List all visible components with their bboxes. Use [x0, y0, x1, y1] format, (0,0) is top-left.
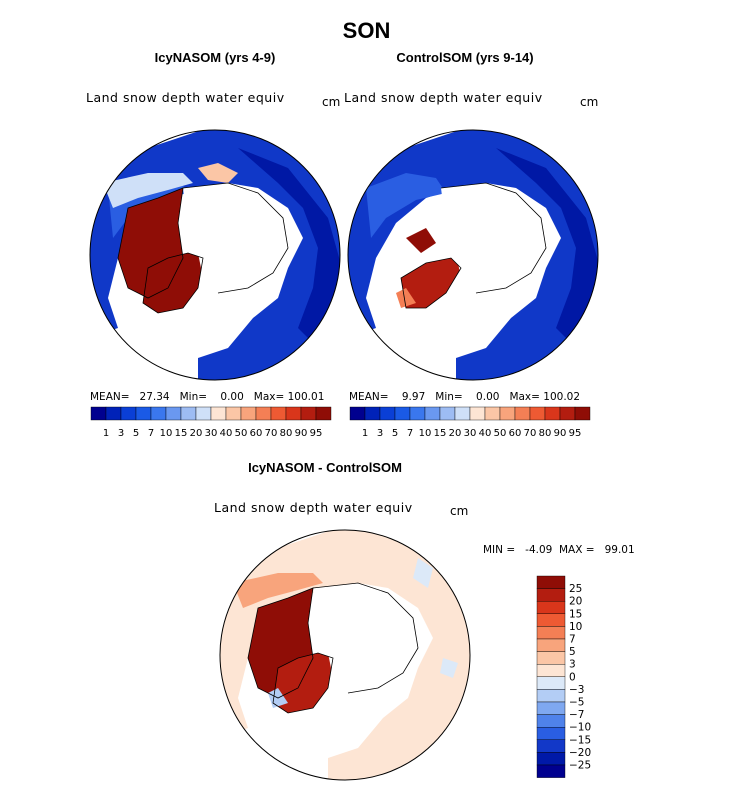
colorbar-swatch [575, 407, 590, 420]
map-controlsom [346, 128, 600, 382]
colorbar-swatch [537, 765, 565, 778]
panel-2-unit: cm [580, 95, 599, 109]
panel-1-unit: cm [322, 95, 341, 109]
colorbar-swatch [166, 407, 181, 420]
colorbar-tick-label: 7 [569, 633, 576, 646]
colorbar-swatch [301, 407, 316, 420]
colorbar-tick-label: 80 [279, 428, 293, 439]
colorbar-swatch [537, 576, 565, 589]
colorbar-tick-label: 10 [418, 428, 432, 439]
colorbar-swatch [537, 626, 565, 639]
colorbar-tick-label: 20 [569, 595, 583, 608]
colorbar-swatch [537, 689, 565, 702]
colorbar-swatch [241, 407, 256, 420]
colorbar-tick-label: 5 [569, 646, 576, 659]
colorbar-swatch [121, 407, 136, 420]
colorbar-swatch [395, 407, 410, 420]
map-icynasom [88, 128, 342, 382]
colorbar-tick-label: 0 [569, 671, 576, 684]
panel-2-subtitle: ControlSOM (yrs 9-14) [396, 50, 534, 65]
colorbar-swatch [560, 407, 575, 420]
colorbar-tick-label: 15 [174, 428, 188, 439]
panel-1-subtitle: IcyNASOM (yrs 4-9) [154, 50, 276, 65]
colorbar-tick-label: −20 [569, 746, 592, 759]
colorbar-swatch [537, 664, 565, 677]
colorbar-swatch [485, 407, 500, 420]
colorbar-tick-label: 5 [132, 428, 140, 439]
colorbar-tick-label: 1 [361, 428, 369, 439]
colorbar-tick-label: 30 [204, 428, 218, 439]
colorbar-tick-label: 3 [117, 428, 125, 439]
colorbar-swatch [537, 702, 565, 715]
colorbar-tick-label: 25 [569, 583, 583, 596]
colorbar-tick-label: 80 [538, 428, 552, 439]
colorbar-swatch [181, 407, 196, 420]
colorbar-swatch [537, 740, 565, 753]
colorbar-swatch [500, 407, 515, 420]
colorbar-swatch [537, 715, 565, 728]
colorbar-swatch [537, 727, 565, 740]
figure-title: SON [342, 18, 391, 43]
colorbar-tick-label: 7 [147, 428, 155, 439]
colorbar-difference [535, 574, 605, 784]
colorbar-tick-label: 20 [189, 428, 203, 439]
diff-subtitle: IcyNASOM - ControlSOM [248, 460, 402, 475]
colorbar-swatch [440, 407, 455, 420]
panel-2-variable: Land snow depth water equiv [344, 90, 543, 105]
colorbar-swatch [537, 752, 565, 765]
colorbar-tick-label: 95 [309, 428, 323, 439]
colorbar-tick-label: 3 [569, 658, 576, 671]
colorbar-tick-label: −25 [569, 759, 592, 772]
colorbar-tick-label: 90 [294, 428, 308, 439]
colorbar-swatch [515, 407, 530, 420]
colorbar-swatch [350, 407, 365, 420]
colorbar-swatch [256, 407, 271, 420]
colorbar-swatch [530, 407, 545, 420]
colorbar-swatch [380, 407, 395, 420]
colorbar-tick-label: 7 [406, 428, 414, 439]
colorbar-tick-label: 50 [234, 428, 248, 439]
colorbar-tick-label: 95 [568, 428, 582, 439]
colorbar-swatch [537, 677, 565, 690]
colorbar-tick-label: 15 [569, 608, 583, 621]
colorbar-swatch [537, 589, 565, 602]
colorbar-tick-label: 10 [569, 620, 583, 633]
colorbar-swatch [470, 407, 485, 420]
colorbar-tick-label: 15 [433, 428, 447, 439]
colorbar-tick-label: −7 [569, 709, 585, 722]
colorbar-swatch [211, 407, 226, 420]
colorbar-tick-label: 3 [376, 428, 384, 439]
colorbar-swatch [316, 407, 331, 420]
colorbar-swatch [455, 407, 470, 420]
colorbar-swatch [425, 407, 440, 420]
colorbar-swatch [545, 407, 560, 420]
colorbar-tick-label: −3 [569, 683, 585, 696]
colorbar-tick-label: −5 [569, 696, 585, 709]
colorbar-swatch [537, 652, 565, 665]
diff-stats: MIN = -4.09 MAX = 99.01 [483, 544, 635, 556]
colorbar-swatch [196, 407, 211, 420]
colorbar-swatch [136, 407, 151, 420]
colorbar-swatch [91, 407, 106, 420]
colorbar-swatch [226, 407, 241, 420]
colorbar-swatch [537, 601, 565, 614]
colorbar-tick-label: 30 [463, 428, 477, 439]
colorbar-swatch [365, 407, 380, 420]
diff-variable: Land snow depth water equiv [214, 500, 413, 515]
colorbar-tick-label: 50 [493, 428, 507, 439]
colorbar-swatch [537, 614, 565, 627]
colorbar-panel-1 [89, 405, 339, 445]
colorbar-tick-label: −15 [569, 734, 592, 747]
colorbar-tick-label: 90 [553, 428, 567, 439]
colorbar-tick-label: 5 [391, 428, 399, 439]
colorbar-tick-label: 40 [478, 428, 492, 439]
panel-1-stats: MEAN= 27.34 Min= 0.00 Max= 100.01 [90, 391, 325, 403]
colorbar-tick-label: −10 [569, 721, 592, 734]
colorbar-swatch [106, 407, 121, 420]
colorbar-tick-label: 1 [102, 428, 110, 439]
colorbar-tick-label: 70 [264, 428, 278, 439]
colorbar-tick-label: 40 [219, 428, 233, 439]
colorbar-tick-label: 20 [448, 428, 462, 439]
colorbar-swatch [537, 639, 565, 652]
colorbar-tick-label: 70 [523, 428, 537, 439]
panel-2-stats: MEAN= 9.97 Min= 0.00 Max= 100.02 [349, 391, 581, 403]
colorbar-tick-label: 60 [249, 428, 263, 439]
colorbar-swatch [410, 407, 425, 420]
colorbar-tick-label: 10 [159, 428, 173, 439]
colorbar-panel-2 [348, 405, 598, 445]
diff-unit: cm [450, 504, 469, 518]
colorbar-swatch [271, 407, 286, 420]
panel-1-variable: Land snow depth water equiv [86, 90, 285, 105]
colorbar-swatch [151, 407, 166, 420]
map-difference [218, 528, 472, 782]
colorbar-tick-label: 60 [508, 428, 522, 439]
colorbar-swatch [286, 407, 301, 420]
